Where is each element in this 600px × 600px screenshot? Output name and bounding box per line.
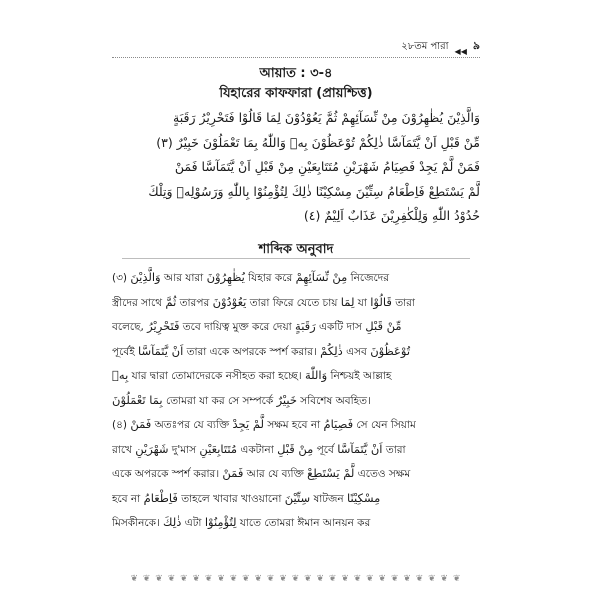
chapter-title: যিহারের কাফফারা (প্রায়শ্চিত্ত): [219, 86, 373, 101]
arabic-word: فَصِيَامُ: [323, 417, 354, 431]
bengali-text: যাতে তোমরা ঈমান আনয়ন কর: [236, 517, 371, 529]
bengali-text: দু'মাস: [168, 443, 200, 456]
arabic-word: مِنْ نِّسَآئِهِمْ: [295, 270, 348, 284]
arabic-verse-line: حُدُوْدُ اللّٰهِ وَلِلْكٰفِرِيْنَ عَذَابٌ اَلِيْمٌ (٤): [303, 208, 480, 223]
bengali-text: ষাটজন: [310, 492, 348, 505]
bengali-text: স্ত্রীদের সাথে: [112, 296, 166, 309]
bengali-text: এটা: [181, 517, 205, 529]
arabic-word: خَبِيْرٌ: [276, 392, 297, 407]
arabic-word: رَقَبَةٍ: [295, 319, 316, 333]
arabic-word: يُظٰهِرُوْنَ: [206, 270, 245, 284]
bengali-text: তোমরা যা কর সে সম্পর্কে: [162, 394, 277, 407]
page-content: [112, 39, 480, 584]
arabic-word: ذٰلِكُمْ: [320, 343, 343, 358]
bengali-text: পূর্বেই: [112, 345, 138, 358]
bengali-text: যার দ্বারা তোমাদেরকে নসীহত করা হচ্ছে।: [128, 370, 305, 382]
bengali-text: এসব: [342, 345, 371, 358]
arabic-word: فَتَحْرِيْرُ: [147, 319, 180, 333]
arabic-word: وَاللّٰهَ: [304, 368, 328, 382]
arabic-word: بِهٖ: [112, 368, 129, 382]
bengali-text: তবে দায়িত্ব মুক্ত করে দেয়া: [179, 321, 296, 333]
bengali-text: সে যেন সিয়াম: [353, 419, 416, 431]
bengali-text: এতেও সক্ষম: [354, 468, 411, 480]
bengali-text: একটানা: [237, 443, 278, 456]
word-translation-block: [112, 266, 480, 536]
arabic-word: تُوْعَظُوْنَ: [370, 343, 411, 358]
arabic-word: مُتَتَابِعَيْنِ: [199, 441, 237, 456]
arabic-verse-line: مِّنْ قَبْلِ اَنْ يَّتَمَآسَّا ذٰلِكُمْ تُوْعَظُوْنَ بِهٖ وَاللّٰهُ بِمَا تَعْمَلُوْنَ خَبِيْرٌ (٣): [156, 134, 480, 150]
section-divider: [122, 258, 470, 259]
arabic-verse-line: فَمَنْ لَّمْ يَجِدْ فَصِيَامُ شَهْرَيْنِ مُتَتَابِعَيْنِ مِنْ قَبْلِ اَنْ يَّتَمَآسَّا فَمَنْ: [174, 159, 480, 174]
arabic-word: اَنْ يَّتَمَآسَّا: [337, 441, 383, 456]
bengali-text: তারপর: [176, 296, 213, 309]
translation-line: [112, 413, 480, 438]
arabic-word: لَّمْ يَجِدْ: [232, 417, 264, 431]
bengali-text: তাহলে খাবার খাওয়ানো: [177, 492, 285, 505]
translation-line: [112, 266, 480, 291]
bengali-text: হবে না: [112, 492, 144, 505]
bengali-text: (৪): [112, 419, 131, 431]
translation-line: [112, 438, 480, 463]
running-head-text: ২৮তম পারা: [401, 41, 449, 52]
bengali-text: তারা: [382, 443, 406, 456]
arabic-word: اَنْ يَّتَمَآسَّا: [138, 343, 184, 358]
bengali-text: বলেছে,: [112, 321, 148, 333]
translation-line: [112, 462, 480, 487]
ayat-label: আয়াত : ৩-৪: [259, 66, 333, 81]
bengali-text: আর যে ব্যক্তি: [243, 468, 308, 480]
bengali-text: তারা একে অপরকে স্পর্শ করার।: [183, 345, 321, 358]
bengali-text: সবিশেষ অবহিত।: [296, 394, 371, 407]
arabic-word: وَالَّذِيْنَ: [130, 270, 161, 284]
double-arrow-icon: ◀◀: [454, 47, 467, 56]
arabic-word: مِّنْ قَبْلِ: [365, 319, 402, 333]
arabic-word: ذٰلِكَ: [163, 515, 182, 529]
arabic-word: ثُمَّ: [165, 294, 177, 309]
bengali-text: তারা: [391, 296, 415, 309]
running-head: [112, 39, 480, 58]
translation-line: [112, 340, 480, 365]
bengali-text: অতঃপর যে ব্যক্তি: [151, 419, 233, 431]
translation-line: [112, 315, 480, 340]
translation-line: [112, 487, 480, 512]
arabic-word: فَمَنْ: [222, 466, 244, 480]
arabic-word: مِسْكِيْنًا: [347, 490, 381, 505]
page-number: ৯: [472, 39, 480, 52]
arabic-word: مِنْ قَبْلِ: [277, 441, 314, 456]
arabic-word: لِمَا: [340, 294, 355, 309]
translation-line: [112, 389, 480, 414]
arabic-word: لِتُؤْمِنُوْا: [204, 515, 237, 529]
bengali-text: তারা ফিরে যেতে চায়: [246, 296, 341, 309]
arabic-word: فَاِطْعَامُ: [143, 490, 178, 505]
bengali-text: যিহার করে: [244, 272, 296, 284]
arabic-word: فَمَنْ: [130, 417, 152, 431]
translation-line: [112, 511, 480, 536]
bengali-text: (৩): [112, 272, 131, 284]
bengali-text: মিসকীনকে।: [112, 517, 164, 529]
bengali-text: পূর্বে: [313, 443, 338, 456]
arabic-word: يَعُوْدُوْنَ: [212, 294, 247, 309]
bengali-text: সক্ষম হবে না: [263, 419, 324, 431]
arabic-word: شَهْرَيْنِ: [135, 441, 169, 456]
bengali-text: নিজেদের: [347, 272, 390, 284]
arabic-verse-line: وَالَّذِيْنَ يُظٰهِرُوْنَ مِنْ نِّسَآئِهِمْ ثُمَّ يَعُوْدُوْنَ لِمَا قَالُوْا فَتَحْرِيْرُ رَقَبَةٍ: [173, 110, 480, 125]
bengali-text: একটি দাস: [315, 321, 366, 333]
section-title: শাব্দিক অনুবাদ: [258, 242, 334, 257]
bengali-text: রাখে: [112, 443, 136, 456]
ornamental-border: ❦ ❦ ❦ ❦ ❦ ❦ ❦ ❦ ❦ ❦ ❦ ❦ ❦ ❦ ❦ ❦ ❦ ❦ ❦ ❦ ❦ ❦ ❦ ❦ ❦ ❦ ❦: [130, 574, 462, 584]
bengali-text: আর যারা: [160, 272, 207, 284]
arabic-word: لَّمْ يَسْتَطِعْ: [307, 466, 355, 480]
arabic-word: سِتِّيْنَ: [284, 490, 311, 505]
bengali-text: একে অপরকে স্পর্শ করার।: [112, 468, 223, 480]
arabic-word: بِمَا تَعْمَلُوْنَ: [112, 392, 163, 407]
arabic-verse-line: لَّمْ يَسْتَطِعْ فَاِطْعَامُ سِتِّيْنَ مِسْكِيْنًا ذٰلِكَ لِتُؤْمِنُوْا بِاللّٰهِ وَرَسُوْلِهٖ وَتِلْكَ: [148, 183, 480, 199]
bengali-text: নিশ্চয়ই আল্লাহ: [327, 370, 392, 382]
arabic-verse-block: [112, 106, 480, 229]
arabic-word: قَالُوْا: [370, 294, 392, 309]
translation-line: [112, 291, 480, 316]
bengali-text: যা: [354, 296, 371, 309]
translation-line: [112, 364, 480, 389]
